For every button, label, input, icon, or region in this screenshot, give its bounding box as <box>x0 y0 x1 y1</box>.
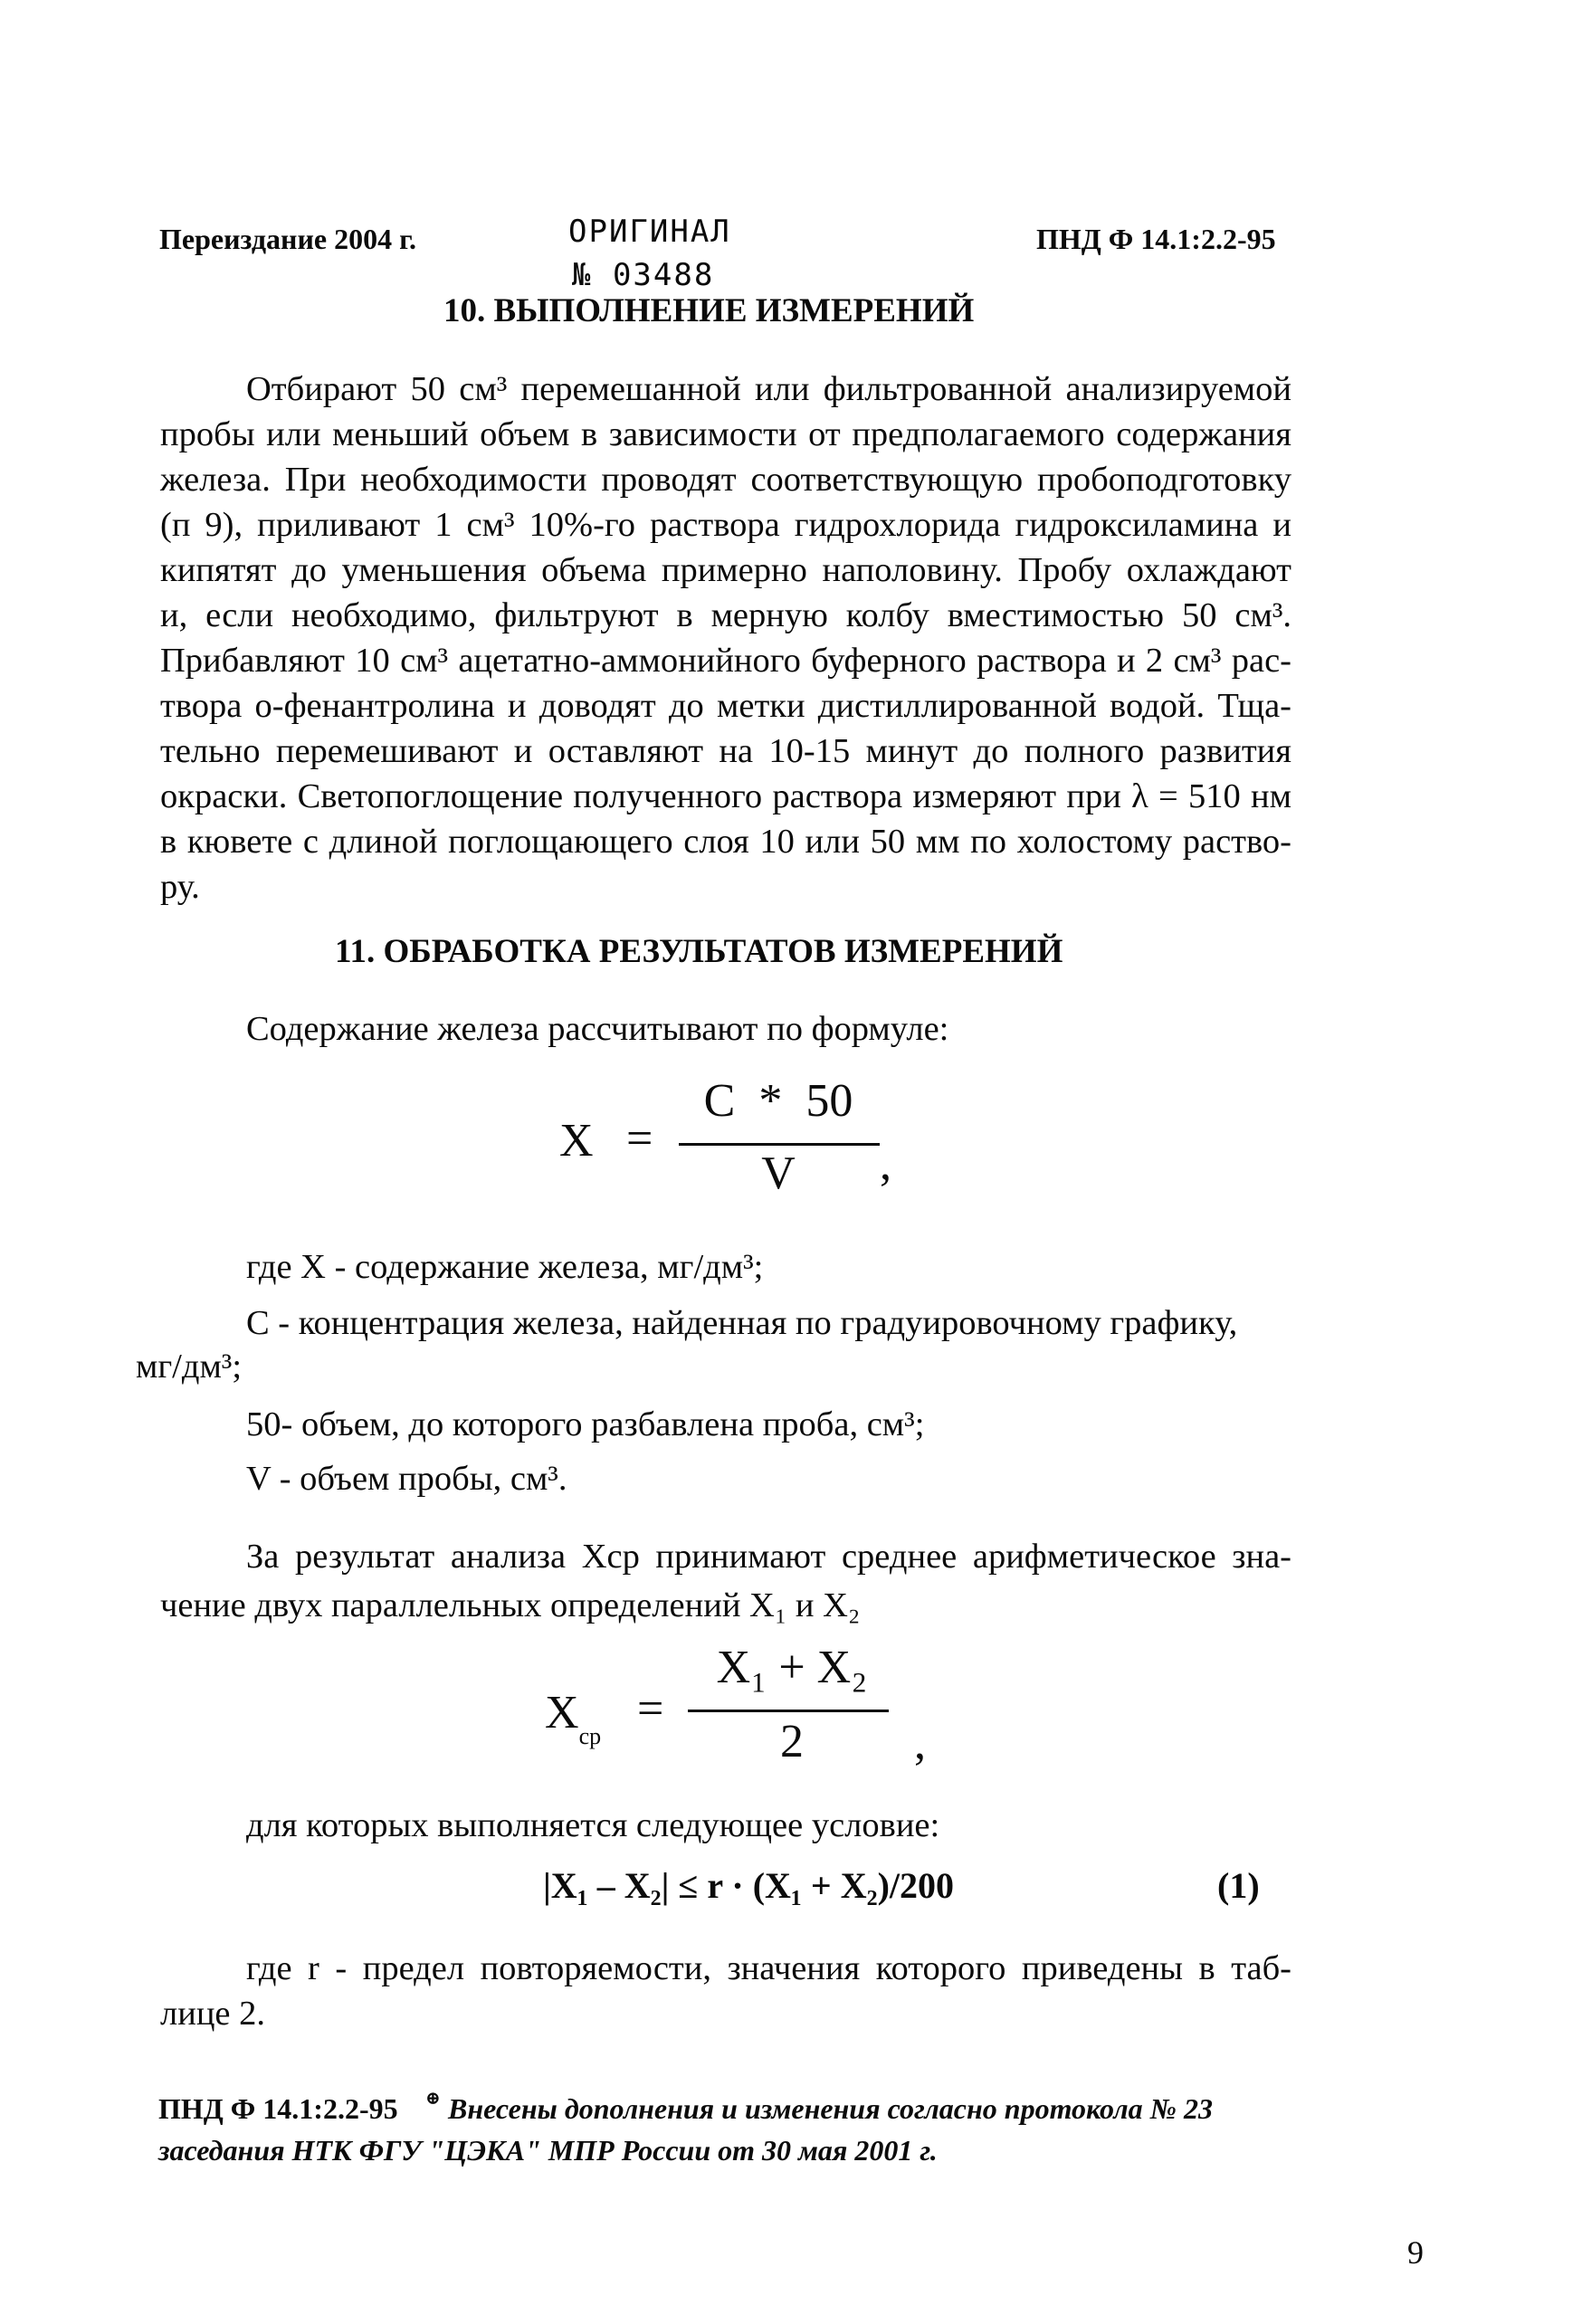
where-x: где X - содержание железа, мг/дм³; <box>246 1248 764 1286</box>
result-line: За результат анализа Xср принимают среднее арифметическое зна- <box>246 1538 1291 1576</box>
stamp-original: ОРИГИНАЛ <box>568 214 731 250</box>
formula1-lhs: X <box>559 1115 594 1167</box>
where-50: 50- объем, до которого разбавлена проба, см³; <box>246 1405 925 1443</box>
r-definition <box>160 1946 1291 2036</box>
s10-line: тельно перемешивают и оставляют на 10-15 минут до полного развития <box>160 732 1291 770</box>
s10-line: кипятят до уменьшения объема примерно наполовину. Пробу охлаждают <box>160 551 1291 589</box>
equation-number: (1) <box>1217 1865 1260 1906</box>
r-line: где r - предел повторяемости, значения которого приведены в таб- <box>246 1949 1291 1987</box>
formula2-lhs: $X_{ср}$ <box>545 1687 602 1749</box>
formula2-equals: = <box>637 1683 664 1735</box>
condition-intro: для которых выполняется следующее условие: <box>246 1806 940 1844</box>
formula1-equals: = <box>626 1113 653 1165</box>
stamp-number: № 03488 <box>572 257 715 293</box>
edition-label: Переиздание 2004 г. <box>159 223 416 255</box>
formula1-comma: , <box>880 1138 891 1190</box>
s10-line: и, если необходимо, фильтруют в мерную колбу вместимостью 50 см³. <box>160 596 1291 634</box>
page-number: 9 <box>1407 2234 1424 2271</box>
formula2-numerator: X₁ + X₂ <box>716 1642 868 1693</box>
s10-line: железа. При необходимости проводят соответствующую пробоподготовку <box>160 461 1291 499</box>
document-code: ПНД Ф 14.1:2.2-95 <box>1036 223 1276 255</box>
formula2-lhs-sub: ср <box>578 1723 602 1749</box>
footer-note-line1: Внесены дополнения и изменения согласно протокола № 23 <box>448 2092 1213 2125</box>
s10-line: твора о-фенантролина и доводят до метки дистиллированной водой. Тща- <box>160 687 1291 725</box>
s10-line: ру. <box>160 868 200 906</box>
formula1-numerator: C * 50 <box>703 1075 853 1127</box>
s10-line: Прибавляют 10 см³ ацетатно-аммонийного буферного раствора и 2 см³ рас- <box>160 642 1291 680</box>
repeatability-condition: |X₁ – X₂| ≤ r · (X₁ + X₂)/200 <box>543 1865 955 1906</box>
where-c-line1: С - концентрация железа, найденная по градуировочному графику, <box>246 1304 1238 1342</box>
footer-doc-code: ПНД Ф 14.1:2.2-95 <box>158 2092 398 2125</box>
s10-line: (п 9), приливают 1 см³ 10%-го раствора гидрохлорида гидроксиламина и <box>160 506 1291 544</box>
section-10-body <box>160 367 1291 910</box>
where-v: V - объем пробы, см³. <box>246 1460 567 1498</box>
result-line: чение двух параллельных определений X₁ и X₂ <box>160 1586 861 1624</box>
formula1-fraction-bar <box>679 1143 880 1146</box>
formula1-denominator: V <box>761 1148 796 1199</box>
s10-line: Отбирают 50 см³ перемешанной или фильтрованной анализируемой <box>246 370 1291 408</box>
r-line: лице 2. <box>160 1995 266 2033</box>
formula-average <box>534 1642 926 1787</box>
section-11-title: 11. ОБРАБОТКА РЕЗУЛЬТАТОВ ИЗМЕРЕНИЙ <box>335 933 1063 970</box>
formula2-comma: , <box>914 1718 926 1769</box>
result-paragraph <box>160 1534 1291 1628</box>
formula-iron-content <box>543 1075 923 1217</box>
section-10-title: 10. ВЫПОЛНЕНИЕ ИЗМЕРЕНИЙ <box>443 292 975 329</box>
formula2-denominator: 2 <box>780 1716 804 1767</box>
formula2-fraction-bar <box>688 1710 889 1712</box>
footer-note-line2: заседания НТК ФГУ "ЦЭКА" МПР России от 30 мая 2001 г. <box>158 2134 938 2167</box>
where-c-line2: мг/дм³; <box>136 1348 243 1386</box>
amendment-marker-icon: ⊕ <box>425 2089 441 2109</box>
s10-line: пробы или меньший объем в зависимости от предполагаемого содержания <box>160 415 1291 453</box>
s10-line: в кювете с длиной поглощающего слоя 10 или 50 мм по холостому раство- <box>160 823 1291 861</box>
formula-intro: Содержание железа рассчитывают по формуле: <box>246 1010 949 1048</box>
s10-line: окраски. Светопоглощение полученного раствора измеряют при λ = 510 нм <box>160 777 1291 815</box>
